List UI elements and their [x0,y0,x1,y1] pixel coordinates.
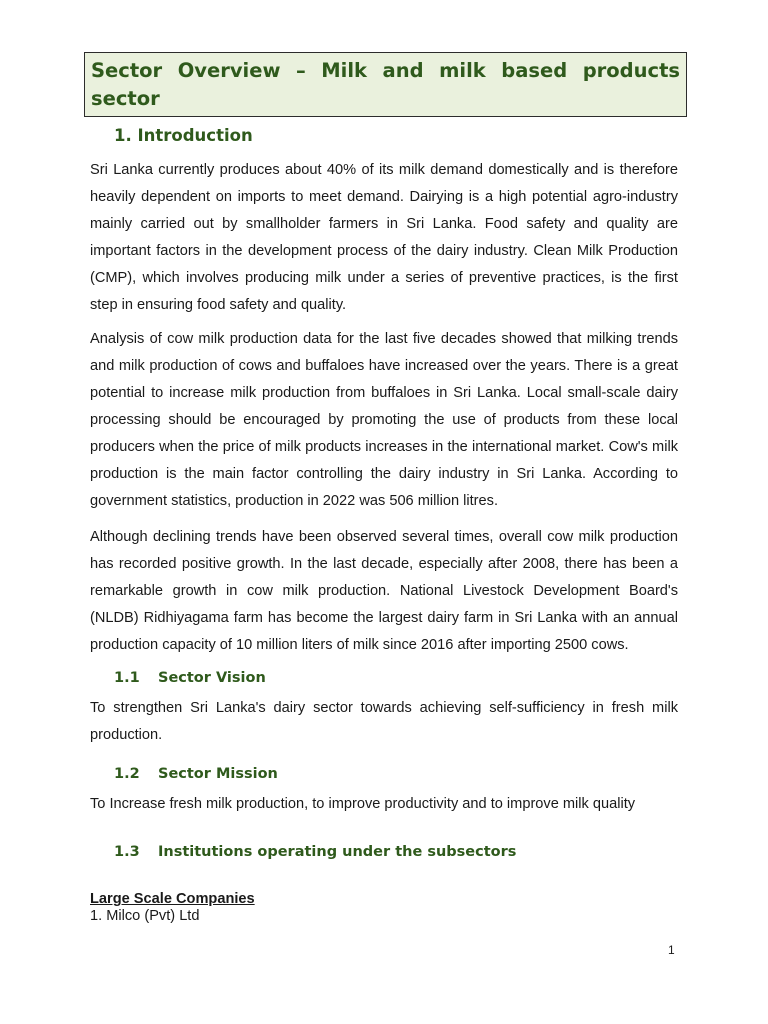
vision-number: 1.1 [114,670,140,686]
intro-paragraph-1: Sri Lanka currently produces about 40% of its milk demand domestically and is therefore heavily dependent on imports to meet demand. Dairying is a high potential agro-industry mainly carried out by smallholder farmers in Sri Lanka. Food safety and quality are important factors in the development process of the dairy industry. Clean Milk Production (CMP), which involves producing milk under a series of preventive practices, is the first step in ensuring food safety and quality. [90,162,678,313]
vision-heading [114,670,266,686]
intro-paragraph-2: Analysis of cow milk production data for the last five decades showed that milking trends and milk production of cows and buffaloes have increased over the years. There is a great potential to increase milk production from buffaloes in Sri Lanka. Local small-scale dairy processing should be encouraged by promoting the use of products from these local producers when the price of milk products increases in the international market. Cow's milk production is the main factor controlling the dairy industry in Sri Lanka. According to government statistics, production in 2022 was 506 million litres. [90,331,678,509]
mission-text: To Increase fresh milk production, to improve productivity and to improve milk quality [90,796,636,812]
page-number: 1 [668,943,675,957]
document-title: Sector Overview – Milk and milk based products sector [84,52,687,117]
mission-heading-text: Sector Mission [158,766,278,782]
list-item: 1. Milco (Pvt) Ltd [90,908,200,924]
vision-text: To strengthen Sri Lanka's dairy sector towards achieving self-sufficiency in fresh milk production. [90,700,678,743]
intro-paragraph-3: Although declining trends have been observed several times, overall cow milk production has recorded positive growth. In the last decade, especially after 2008, there has been a remarkable growth in cow milk production. National Livestock Development Board's (NLDB) Ridhiyagama farm has become the largest dairy farm in Sri Lanka with an annual production capacity of 10 million liters of milk since 2016 after importing 2500 cows. [90,529,678,653]
introduction-heading: 1. Introduction [114,126,253,145]
institutions-heading-text: Institutions operating under the subsectors [158,844,517,860]
vision-heading-text: Sector Vision [158,670,266,686]
institutions-number: 1.3 [114,844,140,860]
institutions-heading [114,844,516,860]
mission-number: 1.2 [114,766,140,782]
mission-heading [114,766,278,782]
large-scale-companies-title: Large Scale Companies [90,891,255,907]
